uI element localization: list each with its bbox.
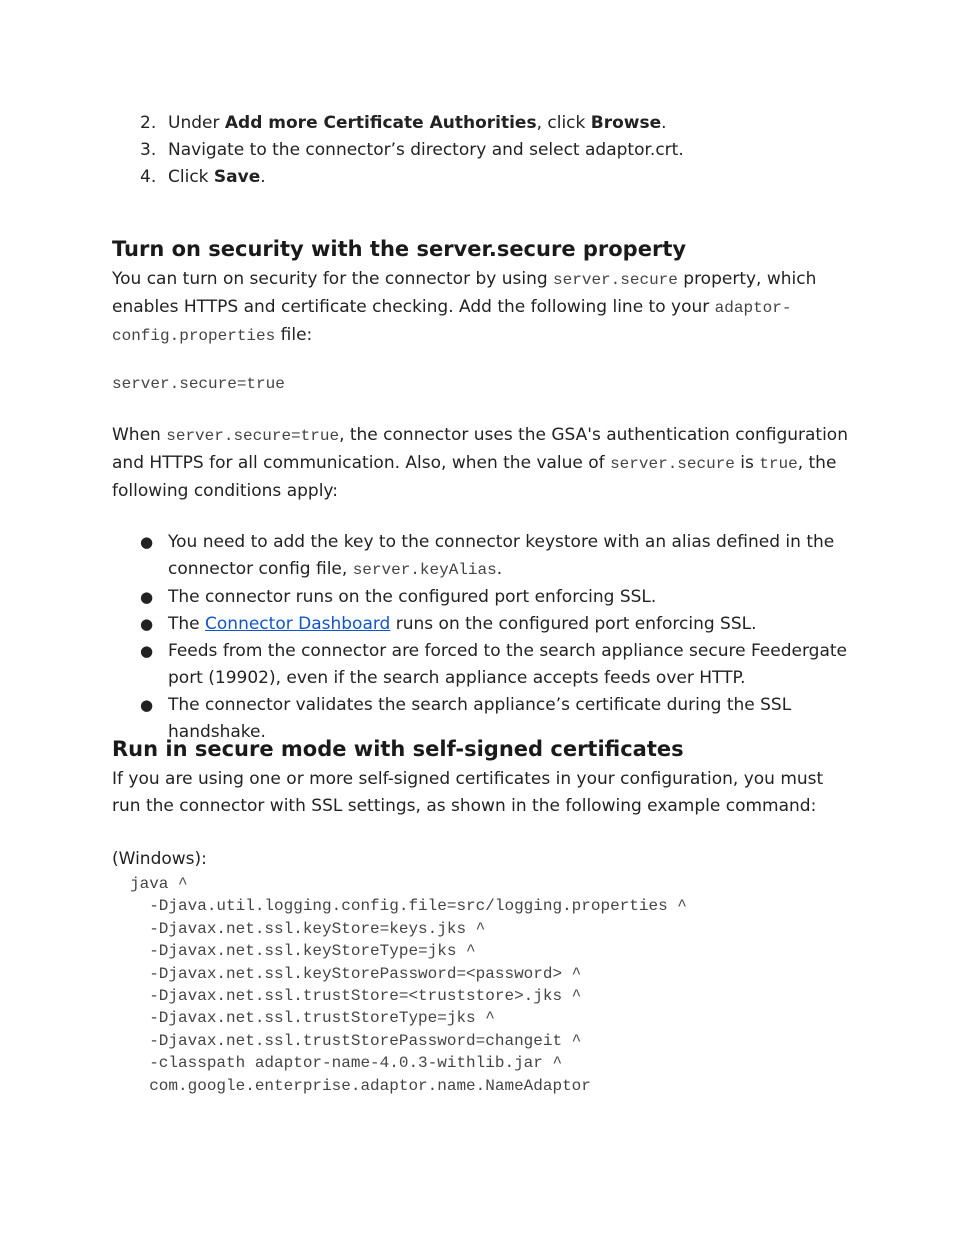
command-line: -Djavax.net.ssl.keyStore=keys.jks ^ xyxy=(130,919,486,938)
command-line: -Djavax.net.ssl.keyStoreType=jks ^ xyxy=(130,942,476,961)
step-text: Under xyxy=(168,113,225,133)
step-text: . xyxy=(260,167,266,187)
connector-dashboard-link[interactable]: Connector Dashboard xyxy=(205,614,391,634)
command-line: java ^ xyxy=(130,875,188,893)
paragraph-text: property, which enables HTTPS and certificate checking. Add the following line to your xyxy=(112,269,817,317)
steps-list xyxy=(112,110,852,191)
bullet-icon: ● xyxy=(140,642,154,660)
command-line: -Djavax.net.ssl.trustStoreType=jks ^ xyxy=(130,1009,495,1028)
step-text: Navigate to the connector’s directory and select adaptor.crt. xyxy=(168,140,684,160)
list-item xyxy=(112,137,852,164)
section-heading: Run in secure mode with self-signed certificates xyxy=(112,737,684,761)
bullet-icon: ● xyxy=(140,696,154,714)
command-line: -Djavax.net.ssl.trustStorePassword=changeit ^ xyxy=(130,1031,582,1050)
list-item-text: Feeds from the connector are forced to the search appliance secure Feedergate port (19902), even if the search appliance accepts feeds over HTTP. xyxy=(168,641,847,688)
list-item xyxy=(112,529,852,584)
list-item-text: The connector runs on the configured port enforcing SSL. xyxy=(168,587,657,607)
ui-label: Save xyxy=(213,167,261,187)
paragraph xyxy=(112,422,852,505)
list-item xyxy=(112,638,852,692)
inline-code: server.secure=true xyxy=(166,427,340,445)
step-number: 3. xyxy=(140,140,157,160)
step-text: Click xyxy=(168,167,214,187)
ui-label: Add more Certificate Authorities xyxy=(224,113,537,133)
list-item xyxy=(112,164,852,191)
inline-code: adaptor-config.properties xyxy=(112,299,792,345)
step-number: 2. xyxy=(140,113,157,133)
section-heading: Turn on security with the server.secure property xyxy=(112,237,687,261)
list-item-text: The connector validates the search appliance’s certificate during the SSL handshake. xyxy=(168,695,792,742)
command-block xyxy=(130,873,687,1097)
paragraph-text: , the connector uses the GSA's authentication configuration and HTTPS for all communication. Also, when the value of xyxy=(112,425,848,473)
command-line: -Djava.util.logging.config.file=src/logging.properties ^ xyxy=(130,897,687,916)
command-line: -Djavax.net.ssl.keyStorePassword=<password> ^ xyxy=(130,964,582,983)
list-item xyxy=(112,584,852,611)
step-number: 4. xyxy=(140,167,157,187)
inline-code: server.secure xyxy=(610,455,735,473)
inline-code: server.keyAlias xyxy=(352,561,497,579)
code-line: server.secure=true xyxy=(112,375,285,393)
command-line: com.google.enterprise.adaptor.name.NameAdaptor xyxy=(130,1076,591,1095)
list-item xyxy=(112,611,852,638)
list-item-text: The xyxy=(168,614,206,634)
paragraph-text: You can turn on security for the connector by using xyxy=(112,269,554,289)
paragraph-text: When xyxy=(112,425,167,445)
paragraph-text: , the following conditions apply: xyxy=(112,453,837,501)
list-item-text: runs on the configured port enforcing SSL. xyxy=(390,614,757,634)
step-text: , click xyxy=(536,113,591,133)
paragraph-text: file: xyxy=(275,325,313,345)
os-label: (Windows): xyxy=(112,849,207,869)
paragraph xyxy=(112,266,852,350)
inline-code: true xyxy=(759,455,798,473)
conditions-list xyxy=(112,529,852,746)
command-line: -classpath adaptor-name-4.0.3-withlib.jar ^ xyxy=(130,1054,563,1073)
list-item-text: . xyxy=(496,559,503,579)
paragraph-text: is xyxy=(734,453,760,473)
inline-code: server.secure xyxy=(553,271,678,289)
bullet-icon: ● xyxy=(140,615,154,633)
step-text: . xyxy=(661,113,667,133)
bullet-icon: ● xyxy=(140,588,154,606)
ui-label: Browse xyxy=(590,113,662,133)
paragraph: If you are using one or more self-signed certificates in your configuration, you must run the connector with SSL settings, as shown in the following example command: xyxy=(112,769,824,816)
list-item-text: You need to add the key to the connector keystore with an alias defined in the connector config file, xyxy=(168,532,835,579)
list-item xyxy=(112,110,852,137)
command-line: -Djavax.net.ssl.trustStore=<truststore>.jks ^ xyxy=(130,987,582,1006)
bullet-icon: ● xyxy=(140,533,154,551)
